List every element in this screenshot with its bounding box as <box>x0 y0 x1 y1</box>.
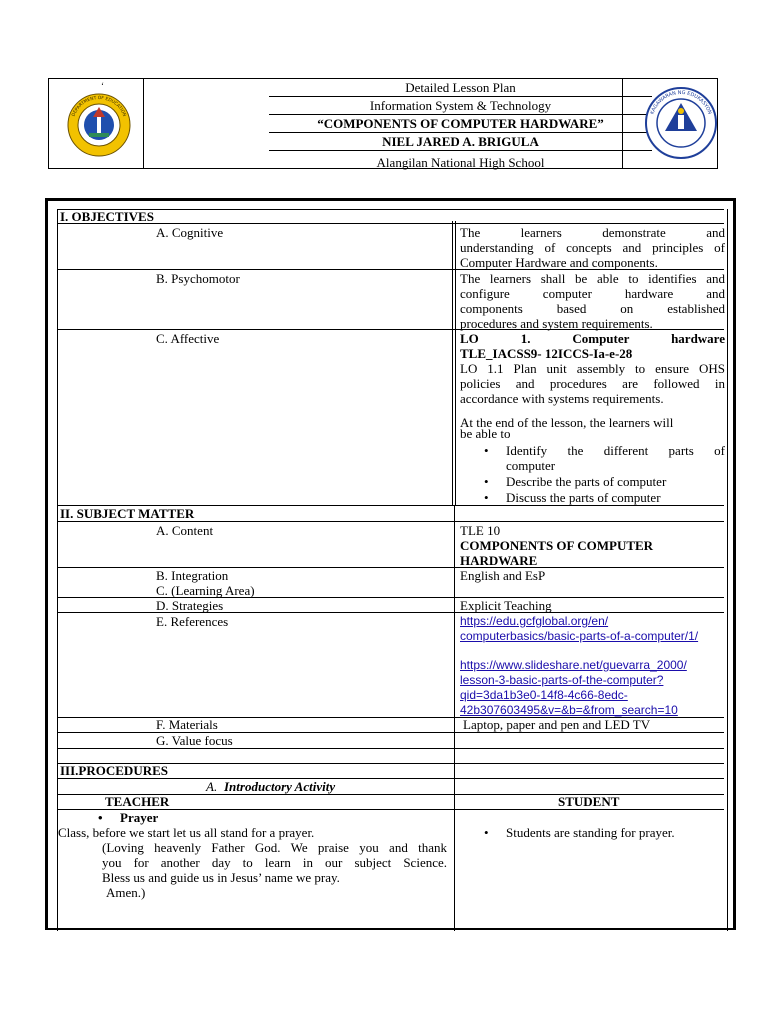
column-divider-objectives <box>452 221 453 505</box>
subject-name: Information System & Technology <box>269 97 652 115</box>
intro-line: At the end of the lesson, the learners will <box>460 415 674 430</box>
psychomotor-label: B. Psychomotor <box>156 271 240 286</box>
procedures-heading: III.PROCEDURES <box>60 763 168 778</box>
school-name: Alangilan National High School <box>376 155 545 170</box>
table-right-border <box>727 209 728 931</box>
student-heading: STUDENT <box>558 794 620 809</box>
bullet-item: • Identify the different parts of <box>506 443 725 458</box>
reference-link-2-cont[interactable]: 42b307603495&v=&b=&from_search=10 <box>460 703 678 717</box>
reference-link-1[interactable]: https://edu.gcfglobal.org/en/ <box>460 614 609 628</box>
prayer-amen: Amen.) <box>106 885 146 900</box>
psychomotor-line: procedures and system requirements. <box>460 316 653 331</box>
cognitive-text <box>460 225 725 270</box>
competency-code: TLE_IACSS9- 12ICCS-Ia-e-28 <box>460 346 633 361</box>
intro-line: be able to <box>460 426 511 441</box>
header-lines <box>269 79 652 174</box>
teacher-heading: TEACHER <box>105 794 170 809</box>
student-response: • Students are standing for prayer. <box>506 825 675 840</box>
row-line <box>57 223 724 224</box>
header-tick-mark: ‘ <box>101 81 104 91</box>
column-divider-objectives-double <box>455 221 456 505</box>
reference-link-2-cont[interactable]: qid=3da1b3e0-14f8-4c66-8edc- <box>460 688 628 702</box>
strategies-value: Explicit Teaching <box>460 598 552 613</box>
teacher-name: NIEL JARED A. BRIGULA <box>269 133 652 151</box>
bullet-item: • Discuss the parts of computer <box>506 490 725 505</box>
reference-link-1-cont[interactable]: computerbasics/basic-parts-of-a-computer/1/ <box>460 629 699 643</box>
integration-label: B. Integration <box>156 568 229 583</box>
cognitive-line: The learners demonstrate and <box>460 225 725 240</box>
intro-activity-title: Introductory Activity <box>224 779 336 794</box>
cognitive-line: Computer Hardware and components. <box>460 255 658 270</box>
right-logo-cell <box>622 79 717 168</box>
prayer-line: (Loving heavenly Father God. We praise you and thank <box>102 840 447 855</box>
cognitive-line: understanding of concepts and principles of <box>460 240 725 255</box>
psychomotor-text <box>460 271 725 331</box>
references-label: E. References <box>156 614 229 629</box>
strategies-label: D. Strategies <box>156 598 224 613</box>
integration-value: English and EsP <box>460 568 546 583</box>
header-box <box>48 78 718 169</box>
lo-title: LO 1. Computer hardware <box>460 331 725 346</box>
row-line <box>57 748 724 749</box>
content-label: A. Content <box>156 523 214 538</box>
lesson-title: “COMPONENTS OF COMPUTER HARDWARE” <box>269 115 652 133</box>
reference-link-2[interactable]: https://www.slideshare.net/guevarra_2000/ <box>460 658 687 672</box>
intro-activity-letter: A. <box>206 779 218 794</box>
bullet-item-cont: computer <box>506 458 556 473</box>
content-line: HARDWARE <box>460 553 538 568</box>
row-line <box>57 209 724 210</box>
psychomotor-line: components based on established <box>460 301 725 316</box>
subject-matter-heading: II. SUBJECT MATTER <box>60 506 195 521</box>
row-line <box>57 778 724 779</box>
objective-bullets <box>506 443 725 505</box>
materials-value: Laptop, paper and pen and LED TV <box>463 717 651 732</box>
prayer-line: you for another day to learn in our subject Science. <box>102 855 447 870</box>
psychomotor-line: configure computer hardware and <box>460 286 725 301</box>
content-line: COMPONENTS OF COMPUTER <box>460 538 654 553</box>
doc-type: Detailed Lesson Plan <box>269 79 652 97</box>
affective-label: C. Affective <box>156 331 220 346</box>
references-links <box>460 614 725 718</box>
lo-line: policies and procedures are followed in <box>460 376 725 391</box>
reference-link-2-cont[interactable]: lesson-3-basic-parts-of-the-computer? <box>460 673 664 687</box>
table-left-border <box>57 209 58 931</box>
kagawaran-seal-icon <box>645 87 717 159</box>
value-focus-label: G. Value focus <box>156 733 233 748</box>
prayer-line: Bless us and guide us in Jesus’ name we pray. <box>102 870 340 885</box>
learning-area-label: C. (Learning Area) <box>156 583 255 598</box>
lo-line: accordance with systems requirements. <box>460 391 664 406</box>
row-line <box>57 521 724 522</box>
cognitive-label: A. Cognitive <box>156 225 224 240</box>
svg-text:DEPARTMENT OF EDUCATION: DEPARTMENT OF EDUCATION <box>71 95 127 118</box>
affective-text <box>460 331 725 505</box>
content-line: TLE 10 <box>460 523 501 538</box>
objectives-heading: I. OBJECTIVES <box>60 209 154 224</box>
teacher-instruction: Class, before we start let us all stand for a prayer. <box>58 825 315 840</box>
materials-label: F. Materials <box>156 717 218 732</box>
prayer-text <box>102 840 447 900</box>
psychomotor-line: The learners shall be able to identifies and <box>460 271 725 286</box>
column-divider <box>454 506 455 931</box>
deped-seal-icon <box>67 93 131 157</box>
svg-text:KAGAWARAN NG EDUKASYON: KAGAWARAN NG EDUKASYON <box>649 89 713 116</box>
lo-line: LO 1.1 Plan unit assembly to ensure OHS <box>460 361 725 376</box>
left-logo-cell <box>49 79 144 168</box>
prayer-label: • Prayer <box>120 810 158 825</box>
lesson-plan-table <box>45 198 736 930</box>
bullet-item: • Describe the parts of computer <box>506 474 725 489</box>
